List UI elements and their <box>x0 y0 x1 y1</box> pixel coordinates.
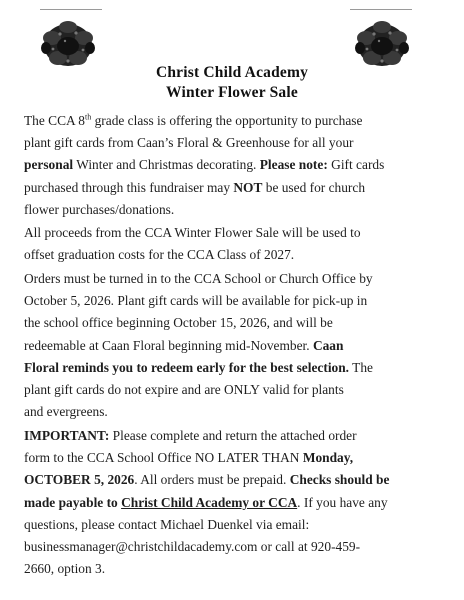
text-line: plant gift cards do not expire and are ONLY valid for plants <box>24 382 344 398</box>
text-line: All proceeds from the CCA Winter Flower Sale will be used to <box>24 225 361 240</box>
text-run: The CCA 8 <box>24 113 86 128</box>
text-run: . If you have any <box>297 494 388 510</box>
page-title: Christ Child Academy <box>155 64 309 81</box>
superscript: th <box>85 112 92 122</box>
bold-text: IMPORTANT: <box>24 428 110 443</box>
wreath-icon <box>352 16 412 70</box>
payee-name: Christ Child Academy or CCA <box>121 494 298 510</box>
text-line: the school office beginning October 15, 2026, and will be <box>24 315 333 331</box>
wreath-icon <box>38 16 98 70</box>
text-run: . All orders must be prepaid. <box>134 472 290 488</box>
text-run: Gift cards <box>327 157 385 173</box>
text-run: be used for church <box>262 179 366 195</box>
text-run: form to the CCA School Office NO LATER THAN <box>24 450 303 466</box>
text-run: Please complete and return the attached order <box>109 428 357 443</box>
text-line: and evergreens. <box>24 404 108 420</box>
text-line <box>24 425 444 447</box>
text-line <box>24 177 444 199</box>
text-line: questions, please contact Michael Duenkel via email: <box>24 516 310 532</box>
text-run: redeemable at Caan Floral beginning mid-November. <box>24 337 313 353</box>
paragraph-proceeds <box>24 222 444 266</box>
bold-text: personal <box>24 157 74 173</box>
text-line <box>24 357 444 379</box>
bold-text: OCTOBER 5, 2026 <box>24 472 135 488</box>
contact-email-line: businessmanager@christchildacademy.com or call at 920-459- <box>24 539 361 555</box>
text-line <box>24 335 444 357</box>
text-line: offset graduation costs for the CCA Class of 2027. <box>24 247 295 263</box>
text-run: purchased through this fundraiser may <box>24 179 234 195</box>
text-line: Orders must be turned in to the CCA School or Church Office by <box>24 271 373 286</box>
bold-text: NOT <box>233 179 263 195</box>
text-run: Winter and Christmas decorating. <box>73 157 260 173</box>
page-subtitle: Winter Flower Sale <box>166 84 298 101</box>
text-run: grade class is offering the opportunity to purchase <box>91 113 363 128</box>
text-line <box>24 154 444 176</box>
top-rule-left <box>40 9 102 10</box>
bold-text: Please note: <box>259 157 328 173</box>
bold-text: Floral reminds you to redeem early for the best selection. <box>24 359 350 375</box>
text-line: flower purchases/donations. <box>24 201 175 217</box>
paragraph-intro <box>24 110 444 221</box>
text-line: October 5, 2026. Plant gift cards will be available for pick-up in <box>24 293 368 309</box>
bold-text: made payable to <box>24 494 122 510</box>
text-line <box>24 447 444 469</box>
paragraph-orders <box>24 268 444 423</box>
top-rule-right <box>350 9 412 10</box>
text-line: plant gift cards from Caan’s Floral & Greenhouse for all your <box>24 135 354 151</box>
text-line <box>24 492 444 514</box>
text-line <box>24 110 444 132</box>
bold-text: Checks should be <box>289 472 390 488</box>
text-line <box>24 469 444 491</box>
bold-text: Caan <box>312 337 344 353</box>
bold-text: Monday, <box>302 450 354 466</box>
text-run: The <box>349 359 373 375</box>
paragraph-important <box>24 425 444 580</box>
text-line: 2660, option 3. <box>24 561 106 577</box>
